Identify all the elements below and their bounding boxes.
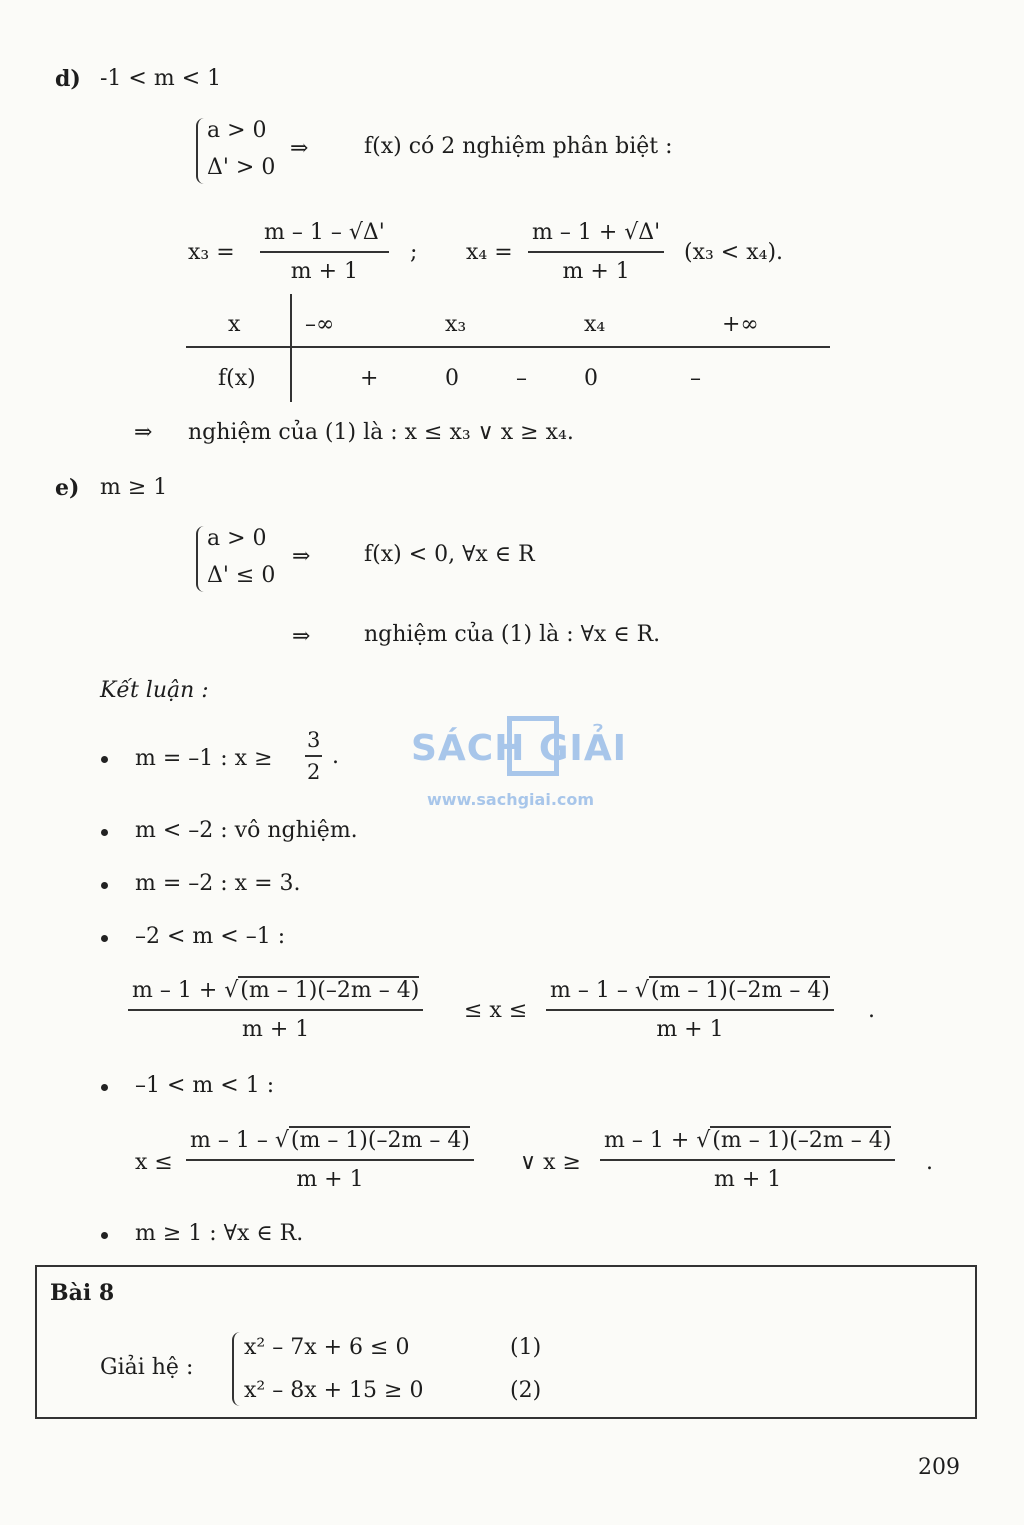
bullet bbox=[101, 756, 108, 763]
kl-item-1-text: m = –1 : x ≥ bbox=[135, 746, 273, 771]
watermark-url: www.sachgiai.com bbox=[427, 790, 595, 809]
kl-item-4-right-numerator: m – 1 – √(m – 1)(–2m – 4) bbox=[546, 978, 834, 1011]
kl-item-5-x-le: x ≤ bbox=[135, 1150, 173, 1175]
implies-arrow: ⇒ bbox=[292, 544, 311, 569]
x3-fraction bbox=[260, 220, 389, 284]
order-note: (x₃ < x₄). bbox=[684, 240, 784, 265]
exercise-equation-1-tag: (1) bbox=[510, 1335, 542, 1360]
bullet bbox=[101, 882, 108, 889]
table-horizontal-divider bbox=[186, 346, 830, 348]
bullet bbox=[101, 935, 108, 942]
table-header-x: x bbox=[228, 312, 241, 337]
kl-item-5-left-numerator: m – 1 – √(m – 1)(–2m – 4) bbox=[186, 1128, 474, 1161]
kl-item-2: m < –2 : vô nghiệm. bbox=[135, 818, 358, 843]
kl-item-5-left-fraction bbox=[186, 1128, 474, 1192]
kl-item-1-end: . bbox=[332, 744, 339, 769]
kl-item-5-right-fraction bbox=[600, 1128, 895, 1192]
section-e-conclusion: nghiệm của (1) là : ∀x ∈ R. bbox=[364, 622, 661, 647]
section-d-conclusion: nghiệm của (1) là : x ≤ x₃ ∨ x ≥ x₄. bbox=[188, 420, 574, 445]
exercise-equation-2-tag: (2) bbox=[510, 1378, 542, 1403]
section-e-condition: m ≥ 1 bbox=[100, 475, 168, 500]
table-vertical-divider bbox=[290, 294, 292, 402]
kl-item-5-right-denominator: m + 1 bbox=[714, 1167, 782, 1192]
kl-item-1-denominator: 2 bbox=[307, 760, 321, 784]
system-line-2: Δ' ≤ 0 bbox=[207, 563, 276, 588]
kl-item-1-numerator: 3 bbox=[305, 728, 322, 757]
kl-item-5-left-denominator: m + 1 bbox=[296, 1167, 364, 1192]
exercise-title: Bài 8 bbox=[50, 1280, 115, 1306]
page-number: 209 bbox=[918, 1455, 960, 1480]
kl-item-4-left-fraction bbox=[128, 978, 423, 1042]
system-brace bbox=[196, 526, 206, 592]
system-line-2: Δ' > 0 bbox=[207, 155, 276, 180]
kl-item-5-middle: ∨ x ≥ bbox=[520, 1150, 581, 1175]
kl-item-4-right-denominator: m + 1 bbox=[656, 1017, 724, 1042]
system-brace bbox=[196, 118, 206, 184]
table-sign-1: + bbox=[360, 366, 379, 391]
kl-item-4-end: . bbox=[868, 998, 875, 1023]
kl-item-4-middle: ≤ x ≤ bbox=[464, 998, 528, 1023]
x3-numerator: m – 1 – √Δ' bbox=[260, 220, 389, 253]
result-text: f(x) < 0, ∀x ∈ R bbox=[364, 542, 535, 567]
bullet bbox=[101, 1232, 108, 1239]
table-sign-5: – bbox=[690, 366, 701, 391]
x4-fraction bbox=[528, 220, 664, 284]
table-header-x4: x₄ bbox=[584, 312, 606, 337]
table-row-label: f(x) bbox=[218, 366, 256, 391]
conclusion-arrow: ⇒ bbox=[134, 420, 153, 445]
bullet bbox=[101, 829, 108, 836]
exercise-equation-2: x² – 8x + 15 ≥ 0 bbox=[244, 1378, 424, 1403]
x4-numerator: m – 1 + √Δ' bbox=[528, 220, 664, 253]
x4-denominator: m + 1 bbox=[562, 259, 630, 284]
watermark-brand: SÁCH GIẢI bbox=[411, 728, 628, 769]
kl-item-4-right-fraction bbox=[546, 978, 834, 1042]
exercise-lead: Giải hệ : bbox=[100, 1355, 194, 1380]
kl-item-5-end: . bbox=[926, 1150, 933, 1175]
table-sign-4: 0 bbox=[584, 366, 598, 391]
section-d-label: d) bbox=[55, 66, 81, 92]
table-sign-2: 0 bbox=[445, 366, 459, 391]
table-header-x3: x₃ bbox=[445, 312, 467, 337]
kl-item-4: –2 < m < –1 : bbox=[135, 924, 286, 949]
result-text: f(x) có 2 nghiệm phân biệt : bbox=[364, 134, 673, 159]
kl-item-1-fraction bbox=[305, 728, 322, 784]
ket-luan-title: Kết luận : bbox=[100, 678, 209, 703]
section-e-label: e) bbox=[55, 475, 80, 501]
bullet bbox=[101, 1084, 108, 1091]
kl-item-5: –1 < m < 1 : bbox=[135, 1073, 275, 1098]
kl-item-4-left-numerator: m – 1 + √(m – 1)(–2m – 4) bbox=[128, 978, 423, 1011]
table-header-neg-inf: –∞ bbox=[305, 312, 335, 337]
kl-item-3: m = –2 : x = 3. bbox=[135, 871, 301, 896]
exercise-box bbox=[35, 1265, 977, 1419]
section-d-condition: -1 < m < 1 bbox=[100, 66, 222, 91]
system-brace bbox=[232, 1332, 242, 1406]
system-line-1: a > 0 bbox=[207, 118, 267, 143]
x4-label: x₄ = bbox=[466, 240, 513, 265]
table-sign-3: – bbox=[516, 366, 527, 391]
kl-item-4-left-denominator: m + 1 bbox=[242, 1017, 310, 1042]
x3-denominator: m + 1 bbox=[290, 259, 359, 284]
system-line-1: a > 0 bbox=[207, 526, 267, 551]
x3-label: x₃ = bbox=[188, 240, 235, 265]
conclusion-arrow: ⇒ bbox=[292, 624, 311, 649]
exercise-equation-1: x² – 7x + 6 ≤ 0 bbox=[244, 1335, 410, 1360]
semicolon: ; bbox=[410, 240, 418, 265]
implies-arrow: ⇒ bbox=[290, 136, 309, 161]
kl-item-6: m ≥ 1 : ∀x ∈ R. bbox=[135, 1221, 304, 1246]
table-header-pos-inf: +∞ bbox=[722, 312, 759, 337]
kl-item-5-right-numerator: m – 1 + √(m – 1)(–2m – 4) bbox=[600, 1128, 895, 1161]
